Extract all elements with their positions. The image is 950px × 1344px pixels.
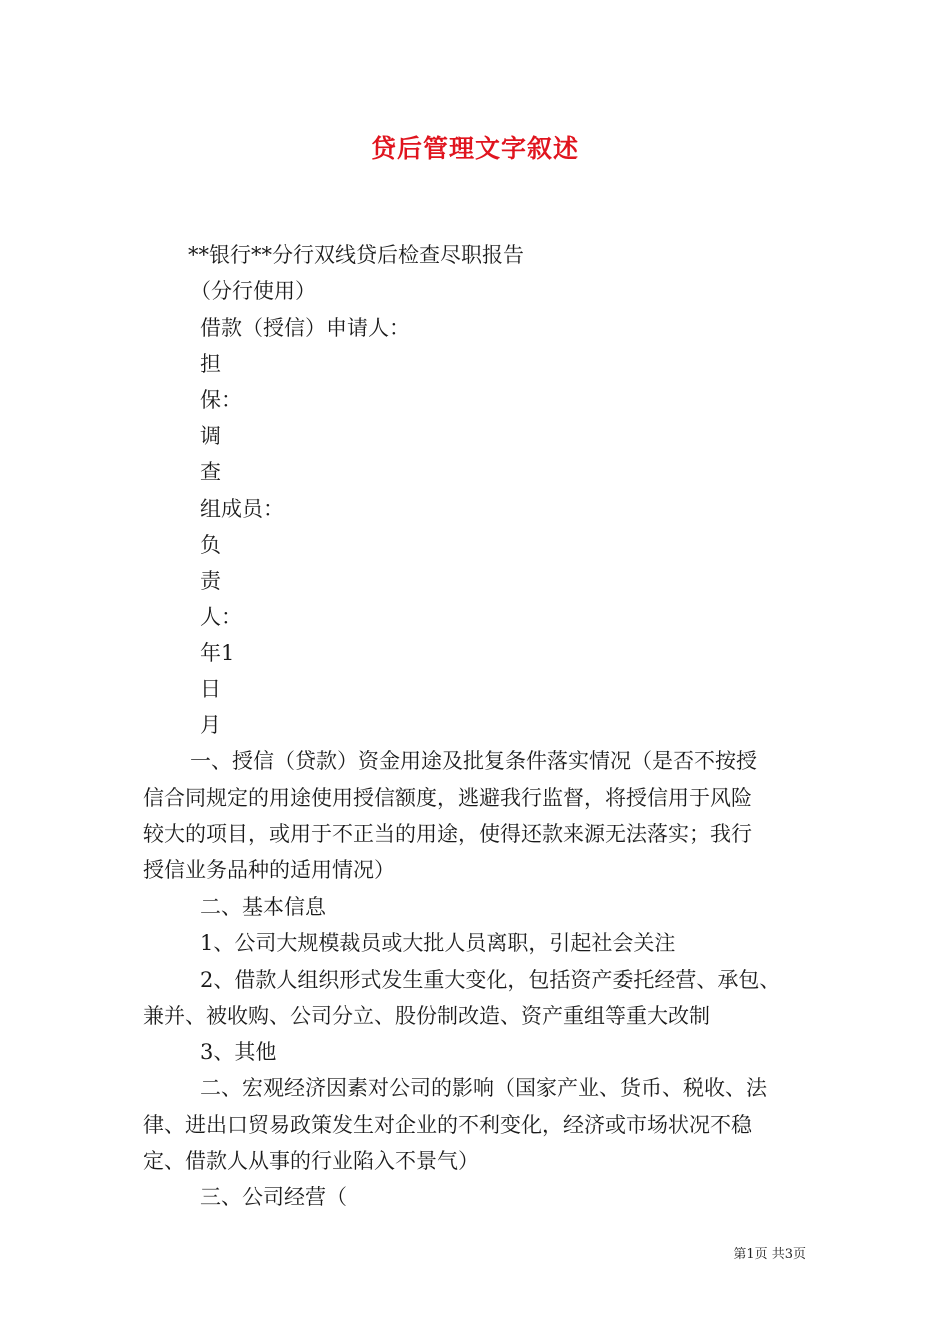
field-team-members: 组成员： <box>200 497 284 521</box>
paragraph-line: 1、公司大规模裁员或大批人员离职，引起社会关注 <box>200 931 676 955</box>
section-heading: 三、公司经营（ <box>200 1185 347 1209</box>
field-month: 月 <box>200 713 221 737</box>
field-year: 年1 <box>200 641 235 665</box>
paragraph-line: 定、借款人从事的行业陷入不景气） <box>143 1149 479 1173</box>
page-number: 第1页 共3页 <box>733 1247 806 1262</box>
field-investigation-1: 调 <box>200 424 221 448</box>
field-applicant: 借款（授信）申请人： <box>200 316 410 340</box>
field-responsible-2: 责 <box>200 569 221 593</box>
paragraph-line: 兼并、被收购、公司分立、股份制改造、资产重组等重大改制 <box>143 1004 710 1028</box>
paragraph-line: 一、授信（贷款）资金用途及批复条件落实情况（是否不按授 <box>190 749 757 773</box>
paragraph-line: 二、宏观经济因素对公司的影响（国家产业、货币、税收、法 <box>200 1076 767 1100</box>
field-responsible-1: 负 <box>200 533 221 557</box>
paragraph-line: 信合同规定的用途使用授信额度，逃避我行监督，将授信用于风险 <box>143 786 752 810</box>
section-heading: 二、基本信息 <box>200 895 326 919</box>
usage-note: （分行使用） <box>190 279 316 303</box>
field-guarantee-1: 担 <box>200 352 221 376</box>
paragraph-line: 授信业务品种的适用情况） <box>143 858 395 882</box>
paragraph-line: 2、借款人组织形式发生重大变化，包括资产委托经营、承包、 <box>200 968 781 992</box>
paragraph-line: 律、进出口贸易政策发生对企业的不利变化，经济或市场状况不稳 <box>143 1113 752 1137</box>
field-guarantee-2: 保： <box>200 388 242 412</box>
paragraph-line: 3、其他 <box>200 1040 277 1064</box>
field-responsible-3: 人： <box>200 605 242 629</box>
document-title: 贷后管理文字叙述 <box>370 134 579 163</box>
field-investigation-2: 查 <box>200 460 221 484</box>
field-day: 日 <box>200 677 221 701</box>
report-heading: **银行**分行双线贷后检查尽职报告 <box>188 243 524 267</box>
paragraph-line: 较大的项目，或用于不正当的用途，使得还款来源无法落实；我行 <box>143 822 752 846</box>
